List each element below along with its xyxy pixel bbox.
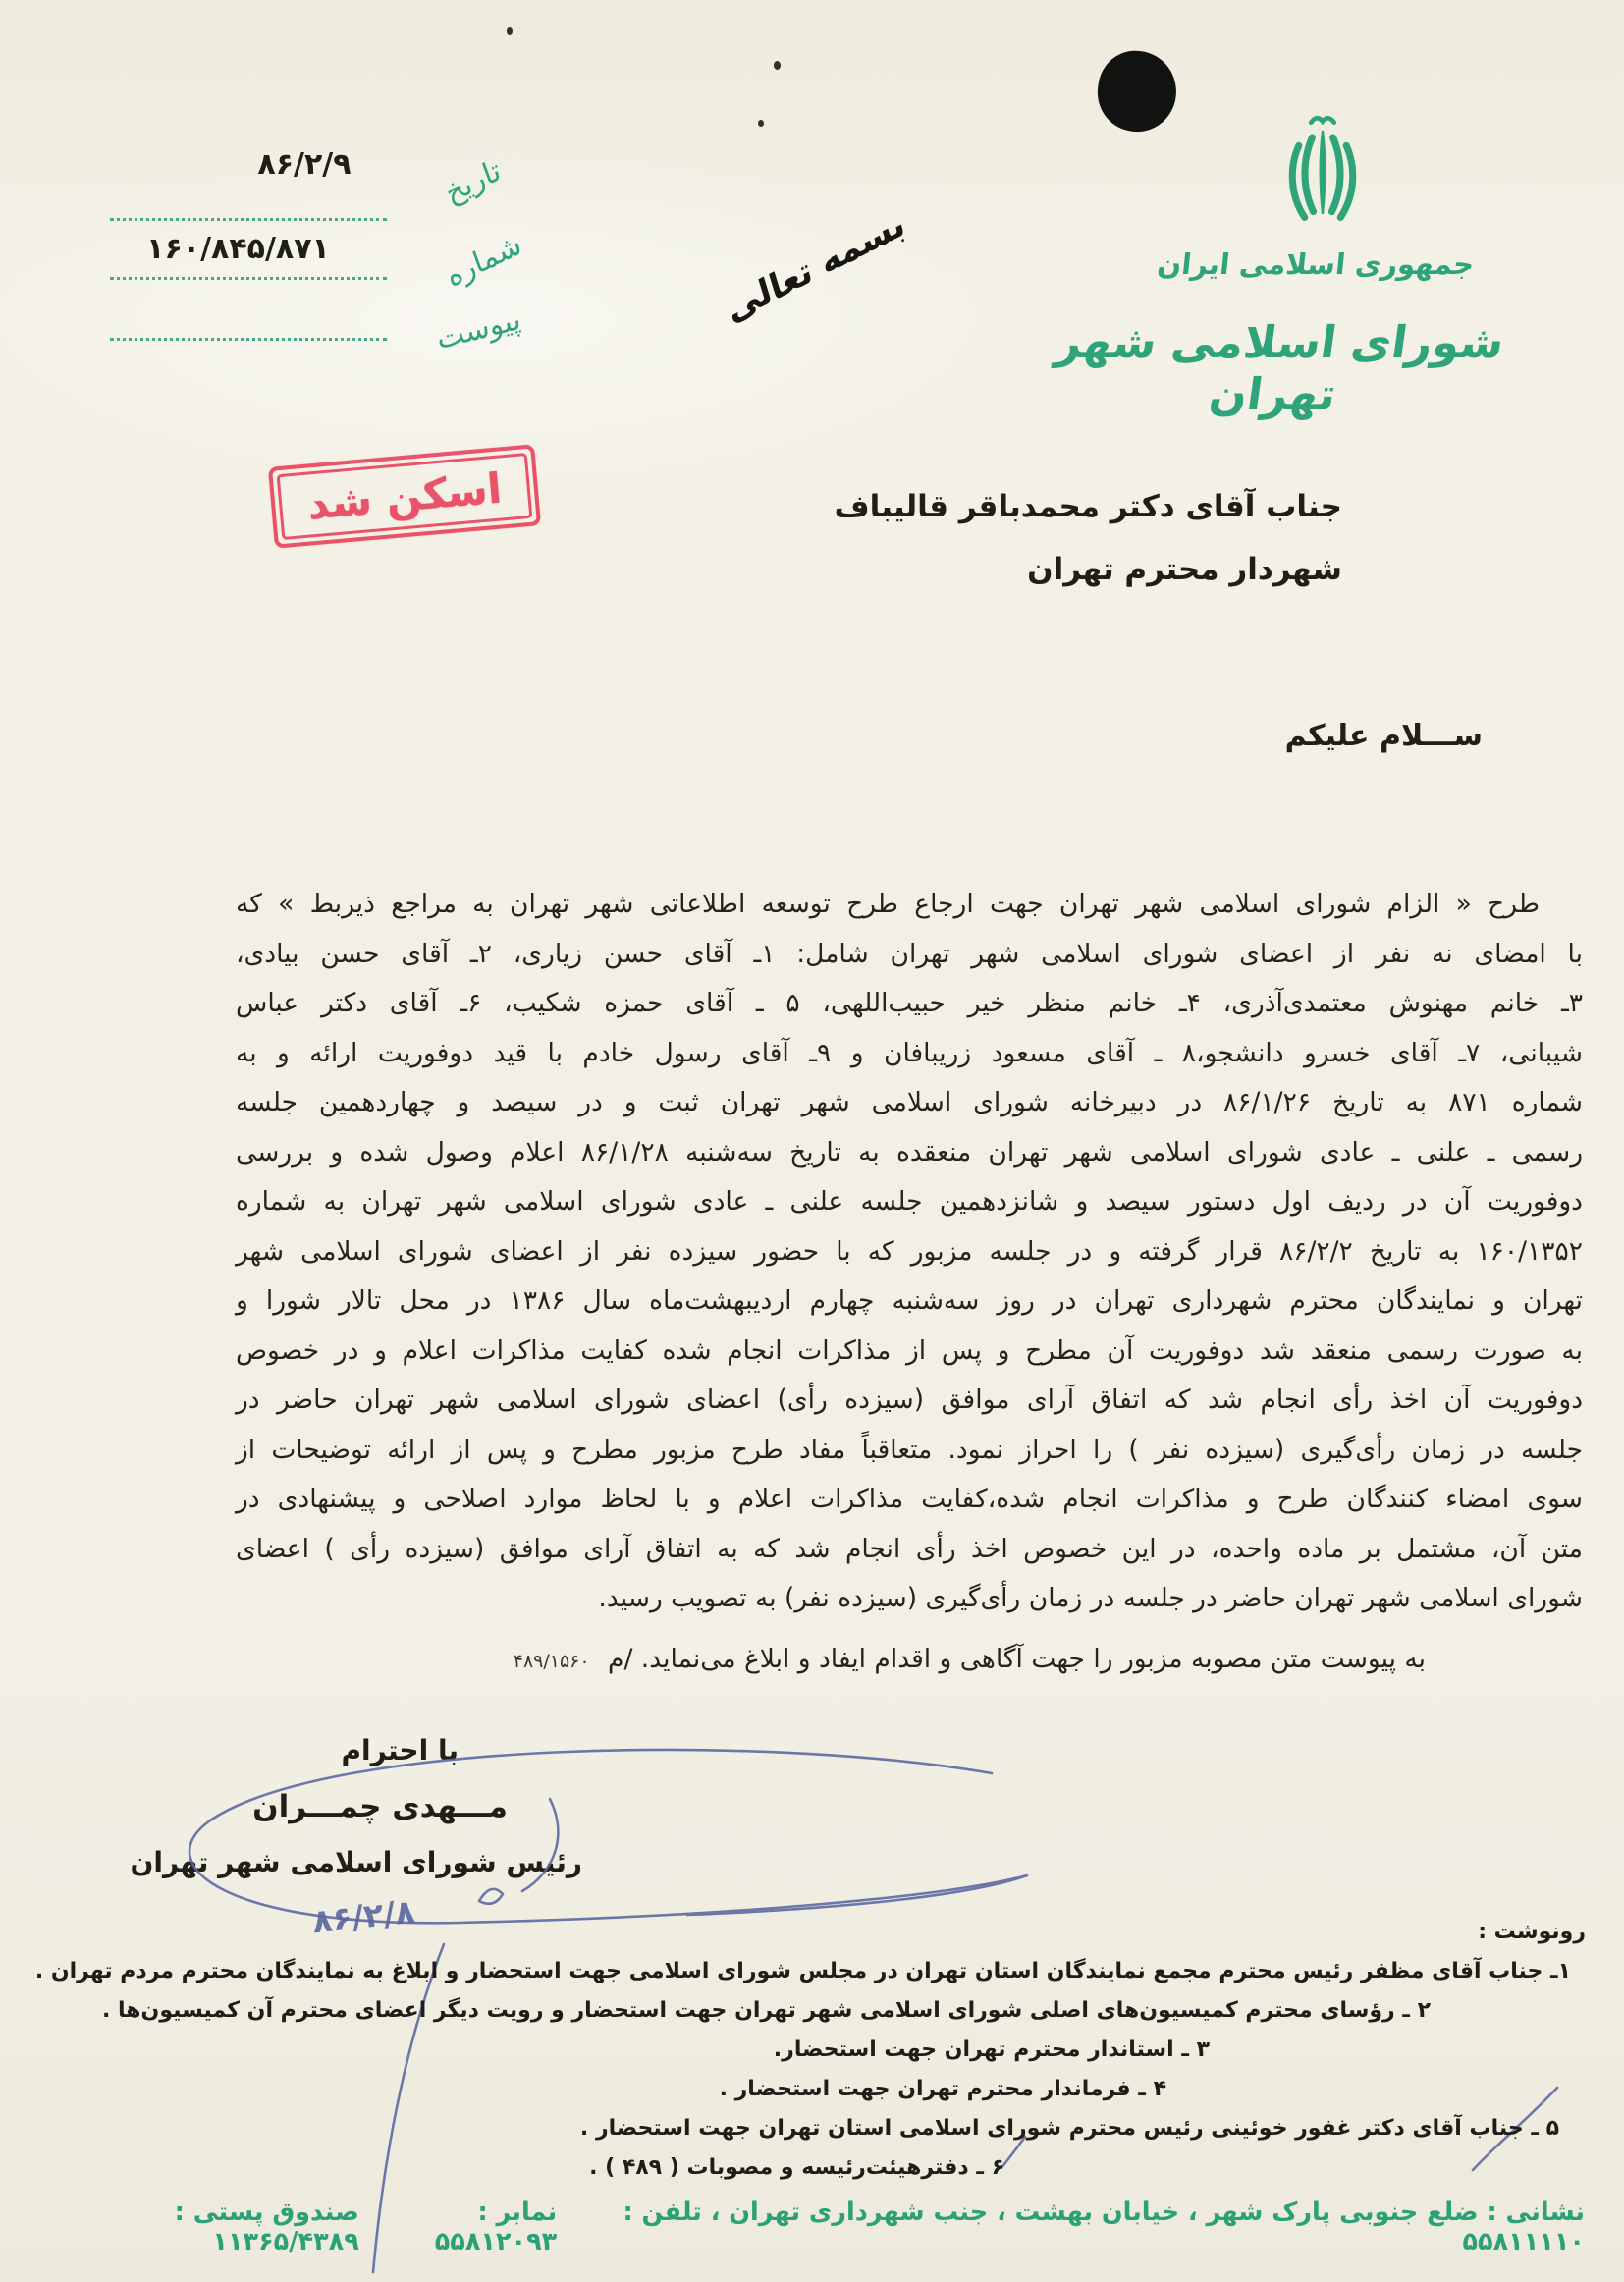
salutation: ســـلام علیکم [1284, 719, 1483, 753]
cc-item: ۱ـ جناب آقای مظفر رئیس محترم مجمع نمایندگان استان تهران در مجلس شورای اسلامی جهت استحضار و ابلاغ به نمایندگان محترم مردم تهران . [34, 1959, 1571, 1983]
scanned-stamp-text: اسکن شد [305, 463, 504, 529]
bismillah-calligraphy: بسمه تعالی [722, 203, 910, 331]
cc-label: رونوشت : [1478, 1920, 1586, 1944]
body-line: ۳ـ خانم مهنوش معتمدی‌آذری، ۴ـ خانم منظر خیر حبیب‌اللهی، ۵ ـ آقای حمزه شکیب، ۶ـ آقای دکتر عباس [236, 988, 1583, 1018]
scanned-stamp [268, 444, 541, 548]
body-line: جلسه در زمان رأی‌گیری (سیزده نفر ) را احراز نمود. متعاقباً مفاد طرح مزبور مطرح و پس از ارائه توضیحات از [236, 1434, 1583, 1465]
body-line: طرح « الزام شورای اسلامی شهر تهران جهت ارجاع طرح توسعه اطلاعاتی شهر تهران به مراجع ذیربط » که [236, 889, 1540, 919]
ink-speck [507, 27, 513, 35]
closing-ref-number: ۴۸۹/۱۵۶۰ [513, 1650, 590, 1672]
cc-item: ۶ ـ دفترهیئت‌رئیسه و مصوبات ( ۴۸۹ ) . [589, 2155, 1004, 2180]
body-line: شماره ۸۷۱ به تاریخ ۸۶/۱/۲۶ در دبیرخانه شورای اسلامی شهر تهران ثبت و در سیصد و چهاردهمین جلسه [236, 1087, 1583, 1117]
letter-number-value: ۱۶۰/۸۴۵/۸۷۱ [146, 232, 330, 266]
body-line: با امضای نه نفر از اعضای شورای اسلامی شهر تهران شامل: ۱ـ آقای حسن زیاری، ۲ـ آقای حسن بیادی، [236, 938, 1583, 969]
date-dotted-line [110, 218, 387, 221]
recipient-name: جناب آقای دکتر محمدباقر قالیباف [834, 489, 1342, 524]
signature-name: مـــهدی چمـــران [252, 1789, 508, 1824]
ink-speck [758, 120, 764, 127]
body-line: به صورت رسمی منعقد شد دوفوریت آن مطرح و پس از مذاکرات انجام شده کفایت مذاکرات اعلام و در خصوص [236, 1334, 1583, 1366]
handwritten-date: ۸۶/۲/۸ [310, 1891, 417, 1941]
punch-hole-mark [1093, 46, 1182, 136]
letter-date-value: ۸۶/۲/۹ [257, 147, 352, 182]
body-line: ۱۶۰/۱۳۵۲ به تاریخ ۸۶/۲/۲ قرار گرفته و در جلسه مزبور که با حضور سیزده نفر از اعضای شورای اسلامی شهر [236, 1235, 1583, 1267]
republic-title: جمهوری اسلامی ایران [1155, 247, 1477, 281]
signature-title: رئیس شورای اسلامی شهر تهران [130, 1846, 582, 1878]
number-dotted-line [110, 277, 387, 280]
footer-fax: نمابر : ۵۵۸۱۲۰۹۳ [434, 2198, 558, 2256]
footer-pobox: صندوق پستی : ۱۱۳۶۵/۴۳۸۹ [174, 2198, 359, 2256]
footer-address: نشانی : ضلع جنوبی پارک شهر ، خیابان بهشت ، جنب شهرداری تهران ، تلفن : ۵۵۸۱۱۱۱۰ [623, 2198, 1585, 2256]
body-line: تهران و نمایندگان محترم شهرداری تهران در روز سه‌شنبه چهارم اردیبهشت‌ماه سال ۱۳۸۶ در محل تالار شورا و [236, 1285, 1583, 1316]
body-line: شورای اسلامی شهر تهران حاضر در جلسه در زمان رأی‌گیری (سیزده نفر) به تصویب رسید. [598, 1583, 1583, 1613]
ink-speck [774, 61, 781, 70]
letter-body [236, 880, 1583, 1681]
cc-item: ۴ ـ فرماندار محترم تهران جهت استحضار . [719, 2077, 1166, 2101]
body-line: رسمی ـ علنی ـ عادی شورای اسلامی شهر تهران منعقده به تاریخ سه‌شنبه ۸۶/۱/۲۸ اعلام وصول شده و بررسی [236, 1136, 1583, 1168]
recipient-block [835, 475, 1342, 601]
attachment-dotted-line [110, 338, 387, 341]
number-field-label: شماره [442, 227, 526, 295]
attachment-field-label: پیوست [434, 301, 523, 357]
body-line: شیبانی، ۷ـ آقای خسرو دانشجو،۸ ـ آقای مسعود زریبافان و ۹ـ آقای رسول خادم با قید دوفوریت ارائه و به [236, 1037, 1583, 1068]
footer-address-bar [39, 2198, 1585, 2256]
date-field-label: تاریخ [441, 152, 506, 212]
closing-text: به پیوست متن مصوبه مزبور را جهت آگاهی و اقدام ایفاد و ابلاغ می‌نماید. /م [608, 1643, 1426, 1674]
cc-item: ۲ ـ رؤسای محترم کمیسیون‌های اصلی شورای اسلامی شهر تهران جهت استحضار و رویت دیگر اعضای محترم آن کمیسیون‌ها . [102, 1998, 1431, 2023]
cc-item: ۵ ـ جناب آقای دکتر غفور خوئینی رئیس محترم شورای اسلامی استان تهران جهت استحضار . [579, 2116, 1559, 2141]
body-line: دوفوریت آن اخذ رأی انجام شد که اتفاق آرای موافق (سیزده رأی) اعضای شورای اسلامی شهر تهران حاضر در [236, 1385, 1583, 1415]
cc-section [34, 1913, 1586, 2188]
recipient-title: شهردار محترم تهران [1027, 552, 1342, 587]
body-line: متن آن، مشتمل بر ماده واحده، در این خصوص اخذ رأی انجام شد که به اتفاق آرای موافق (سیزده رأی ) اعضای [236, 1533, 1583, 1564]
iran-emblem-icon [1265, 112, 1380, 242]
closing-line [236, 1640, 1426, 1681]
signature-respect-line: با احترام [341, 1734, 459, 1766]
body-line: سوی امضاء کنندگان طرح و مذاکرات انجام شده،کفایت مذاکرات اعلام و با لحاظ موارد اصلاحی و پیشنهادی در [236, 1484, 1583, 1514]
cc-item: ۳ ـ استاندار محترم تهران جهت استحضار. [773, 2038, 1210, 2062]
council-title: شورای اسلامی شهر تهران [1053, 316, 1508, 420]
body-line: دوفوریت آن در ردیف اول دستور سیصد و شانزدهمین جلسه علنی ـ عادی شورای اسلامی شهر تهران به شماره [236, 1186, 1583, 1217]
